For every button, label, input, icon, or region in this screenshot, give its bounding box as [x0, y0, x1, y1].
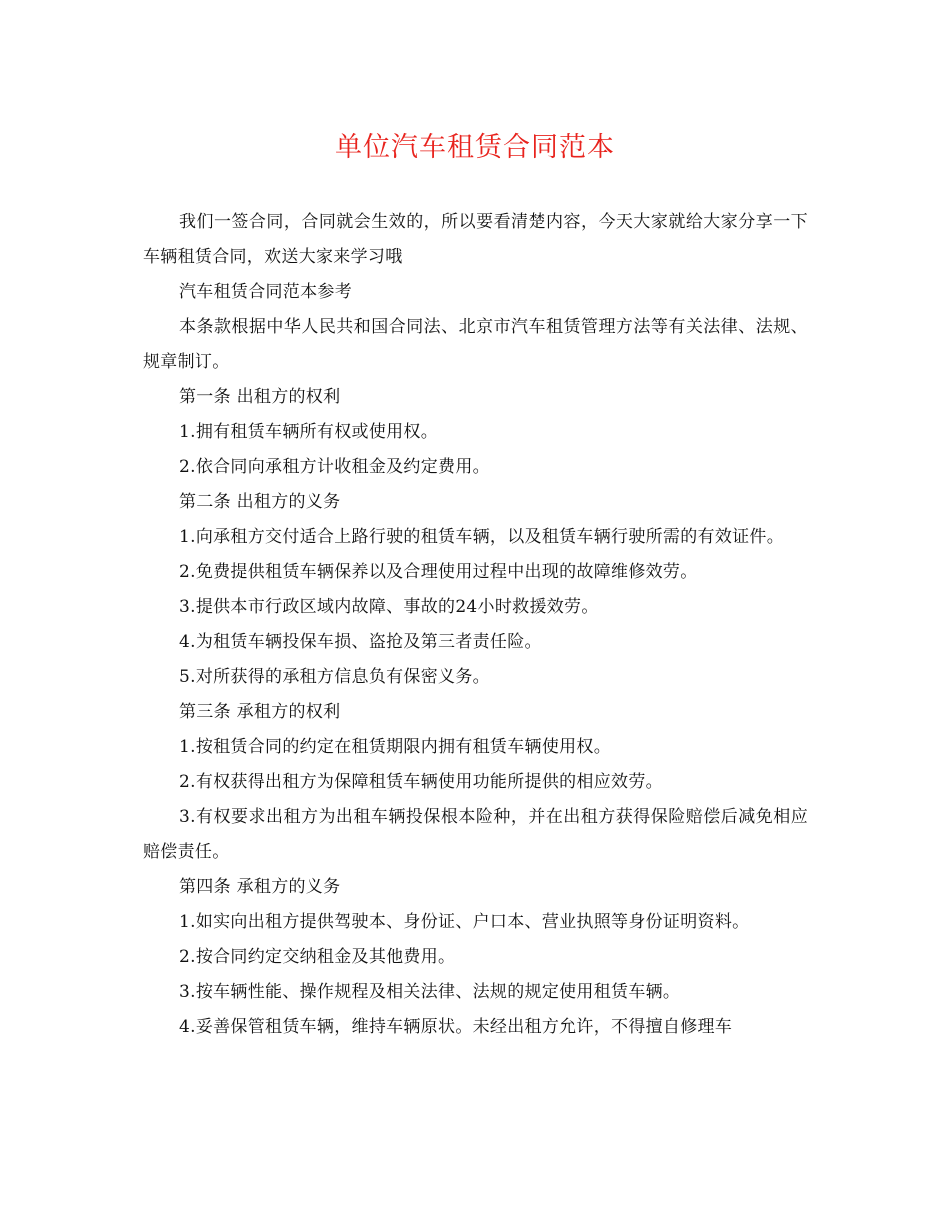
section-heading: 第一条 出租方的权利 — [179, 387, 341, 407]
section-heading: 第三条 承租方的权利 — [179, 702, 341, 722]
document-title: 单位汽车租赁合同范本 — [335, 132, 615, 163]
paragraph: 4.妥善保管租赁车辆，维持车辆原状。未经出租方允许，不得擅自修理车 — [179, 1017, 733, 1037]
paragraph: 2.按合同约定交纳租金及其他费用。 — [179, 947, 456, 967]
paragraph: 1.向承租方交付适合上路行驶的租赁车辆，以及租赁车辆行驶所需的有效证件。 — [179, 527, 785, 547]
section-heading: 第四条 承租方的义务 — [179, 877, 341, 897]
paragraph: 2.免费提供租赁车辆保养以及合理使用过程中出现的故障维修效劳。 — [179, 562, 698, 582]
paragraph: 3.提供本市行政区域内故障、事故的24小时救援效劳。 — [179, 597, 599, 617]
paragraph: 5.对所获得的承租方信息负有保密义务。 — [179, 667, 490, 687]
paragraph: 汽车租赁合同范本参考 — [179, 282, 352, 302]
paragraph: 1.按租赁合同的约定在租赁期限内拥有租赁车辆使用权。 — [179, 737, 612, 757]
paragraph: 3.按车辆性能、操作规程及相关法律、法规的规定使用租赁车辆。 — [179, 982, 681, 1002]
section-heading: 第二条 出租方的义务 — [179, 492, 341, 512]
paragraph: 本条款根据中华人民共和国合同法、北京市汽车租赁管理方法等有关法律、法规、规章制订。 — [143, 317, 808, 372]
paragraph: 2.依合同向承租方计收租金及约定费用。 — [179, 457, 490, 477]
paragraph: 我们一签合同，合同就会生效的，所以要看清楚内容，今天大家就给大家分享一下车辆租赁合同，欢送大家来学习哦 — [143, 212, 808, 267]
paragraph: 3.有权要求出租方为出租车辆投保根本险种，并在出租方获得保险赔偿后减免相应赔偿责任。 — [143, 807, 808, 862]
paragraph: 2.有权获得出租方为保障租赁车辆使用功能所提供的相应效劳。 — [179, 772, 663, 792]
document-body — [143, 205, 808, 1045]
paragraph: 1.拥有租赁车辆所有权或使用权。 — [179, 422, 439, 442]
paragraph: 4.为租赁车辆投保车损、盗抢及第三者责任险。 — [179, 632, 542, 652]
paragraph: 1.如实向出租方提供驾驶本、身份证、户口本、营业执照等身份证明资料。 — [179, 912, 750, 932]
